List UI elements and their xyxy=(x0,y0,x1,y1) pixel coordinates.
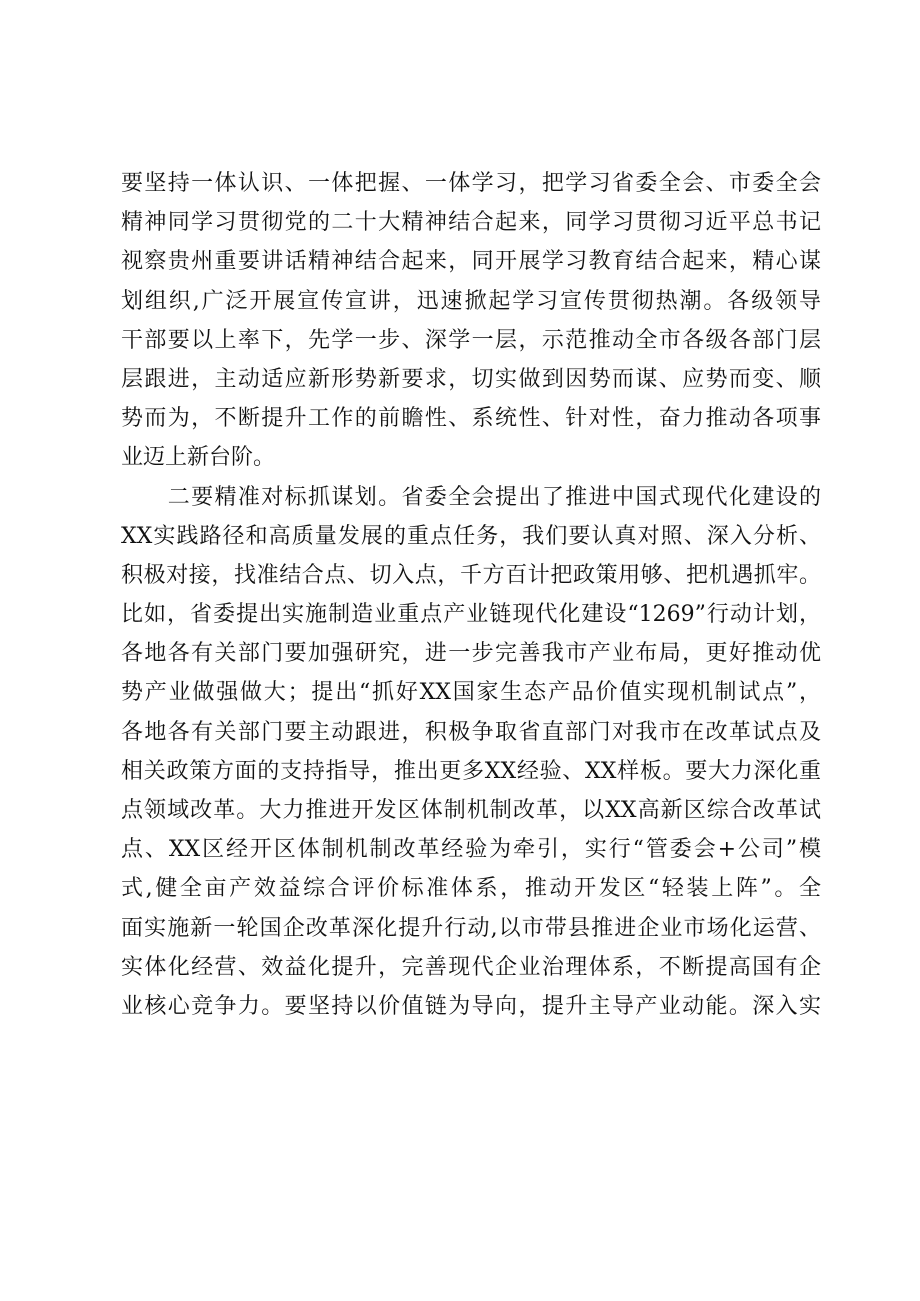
paragraph-1-line: 精神同学习贯彻党的二十大精神结合起来，同学习贯彻习近平总书记 xyxy=(121,210,821,236)
paragraph-2-line: 各地各有关部门要加强研究，进一步完善我市产业布局，更好推动优 xyxy=(121,641,821,667)
paragraph-2-line: 实体化经营、效益化提升，完善现代企业治理体系，不断提高国有企 xyxy=(121,954,821,980)
paragraph-2-line: 式,健全亩产效益综合评价标准体系，推动开发区“轻装上阵”。全 xyxy=(121,876,821,902)
paragraph-2-line: 业核心竞争力。要坚持以价值链为导向，提升主导产业动能。深入实 xyxy=(121,993,821,1019)
paragraph-2-line: 相关政策方面的支持指导，推出更多XX经验、XX样板。要大力深化重 xyxy=(121,758,821,784)
paragraph-1-line: 势而为，不断提升工作的前瞻性、系统性、针对性，奋力推动各项事 xyxy=(121,406,821,432)
paragraph-1-line: 层跟进，主动适应新形势新要求，切实做到因势而谋、应势而变、顺 xyxy=(121,366,821,392)
paragraph-2-line: 点、XX区经开区体制机制改革经验为牵引，实行“管委会+公司”模 xyxy=(121,837,821,863)
paragraph-1-line: 划组织,广泛开展宣传宣讲，迅速掀起学习宣传贯彻热潮。各级领导 xyxy=(121,288,821,314)
paragraph-2-line: 二要精准对标抓谋划。省委全会提出了推进中国式现代化建设的 xyxy=(121,484,821,510)
body-text xyxy=(121,164,821,1026)
paragraph-2-line: XX实践路径和高质量发展的重点任务，我们要认真对照、深入分析、 xyxy=(121,523,821,549)
paragraph-2-line: 势产业做强做大；提出“抓好XX国家生态产品价值实现机制试点”， xyxy=(121,680,821,706)
paragraph-2-line: 点领域改革。大力推进开发区体制机制改革，以XX高新区综合改革试 xyxy=(121,798,821,823)
paragraph-2-line: 各地各有关部门要主动跟进，积极争取省直部门对我市在改革试点及 xyxy=(121,719,821,745)
paragraph-1-line: 业迈上新台阶。 xyxy=(121,445,276,471)
paragraph-2-line: 积极对接，找准结合点、切入点，千方百计把政策用够、把机遇抓牢。 xyxy=(121,562,821,588)
paragraph-1-line: 干部要以上率下，先学一步、深学一层，示范推动全市各级各部门层 xyxy=(121,327,821,353)
paragraph-2-line: 面实施新一轮国企改革深化提升行动,以市带县推进企业市场化运营、 xyxy=(121,915,821,941)
paragraph-1-line: 要坚持一体认识、一体把握、一体学习，把学习省委全会、市委全会 xyxy=(121,171,821,196)
paragraph-1-line: 视察贵州重要讲话精神结合起来，同开展学习教育结合起来，精心谋 xyxy=(121,249,821,275)
paragraph-2-line: 比如，省委提出实施制造业重点产业链现代化建设“1269”行动计划， xyxy=(121,602,821,628)
